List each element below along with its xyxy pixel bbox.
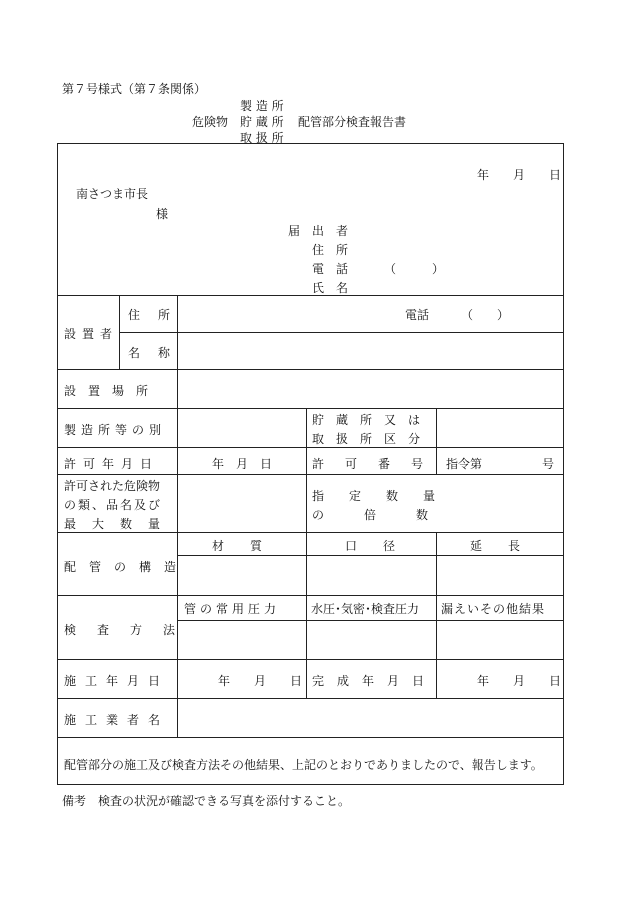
- applicant-phone-parens[interactable]: （ ）: [384, 262, 445, 276]
- leak-result-header: 漏えいその他結果: [441, 602, 546, 616]
- divider: [57, 659, 564, 660]
- pressure-header: 管の常用圧力: [184, 602, 281, 616]
- material-field[interactable]: [178, 556, 306, 595]
- facility-class-label: 製造所等の別: [64, 423, 167, 437]
- installer-address-field[interactable]: [178, 296, 564, 332]
- divider: [57, 447, 564, 448]
- form-number: 第７号様式（第７条関係）: [62, 82, 207, 96]
- inspection-method-label: 検査方法: [64, 623, 197, 637]
- construction-date-label: 施工年月日: [64, 674, 170, 688]
- addressee: 南さつま市長: [76, 187, 149, 201]
- length-header: 延長: [470, 539, 547, 553]
- piping-structure-label: 配管の構造: [64, 560, 190, 574]
- facility-type-handling: 取 扱 所: [240, 131, 284, 145]
- installer-phone-parens[interactable]: （ ）: [461, 308, 510, 322]
- report-statement: 配管部分の施工及び検査方法その他結果、上記のとおりでありましたので、報告します。: [64, 758, 543, 772]
- facility-division-label-1: 貯蔵所又は: [312, 413, 433, 427]
- facility-division-field[interactable]: [437, 409, 564, 447]
- divider: [57, 595, 564, 596]
- contractor-field[interactable]: [178, 699, 564, 737]
- hazard-label-1: 許可された危険物: [64, 479, 161, 493]
- permit-number-label: 許可番号: [312, 457, 445, 471]
- diameter-field[interactable]: [307, 556, 436, 595]
- installer-address-label: 住所: [128, 308, 189, 322]
- specified-multiple-field[interactable]: [437, 475, 564, 532]
- hazard-label-2: の類、品名及び: [64, 498, 163, 512]
- length-field[interactable]: [437, 556, 564, 595]
- divider: [57, 737, 564, 738]
- divider: [306, 408, 307, 474]
- location-field[interactable]: [178, 370, 564, 408]
- installer-name-field[interactable]: [178, 333, 564, 369]
- completion-date-label: 完成年月日: [312, 674, 438, 688]
- pressure-field[interactable]: [178, 621, 306, 659]
- installer-name-label: 名称: [128, 346, 189, 360]
- applicant-name-label: 氏 名: [312, 281, 349, 295]
- addressee-honorific: 様: [156, 207, 169, 221]
- installer-label: 設置者: [64, 327, 119, 341]
- installer-phone-label: 電話: [405, 308, 430, 322]
- hazard-field[interactable]: [178, 475, 306, 532]
- applicant-label: 届 出 者: [288, 224, 349, 238]
- completion-date-value[interactable]: 年 月 日: [477, 674, 562, 688]
- material-header: 材質: [212, 539, 289, 553]
- divider: [57, 532, 564, 533]
- applicant-address-label: 住 所: [312, 243, 349, 257]
- diameter-header: 口径: [345, 539, 422, 553]
- contractor-label: 施工業者名: [64, 713, 170, 727]
- remarks: 備考 検査の状況が確認できる写真を添付すること。: [62, 794, 351, 808]
- divider: [119, 295, 120, 369]
- facility-division-label-2: 取扱所区分: [312, 432, 433, 446]
- hazard-label-3: 最大数量: [64, 517, 177, 531]
- location-label: 設置場所: [64, 384, 161, 398]
- document-title: 配管部分検査報告書: [298, 115, 407, 129]
- leak-result-field[interactable]: [437, 621, 564, 659]
- construction-date-value[interactable]: 年 月 日: [218, 674, 303, 688]
- divider: [306, 659, 307, 698]
- test-pressure-header: 水圧･気密･検査圧力: [311, 602, 420, 616]
- permit-date-label: 許可年月日: [64, 457, 160, 471]
- applicant-phone-label: 電 話: [312, 262, 349, 276]
- specified-quantity-label-2: の倍数: [312, 508, 469, 522]
- specified-quantity-label-1: 指定数量: [312, 489, 461, 503]
- divider: [306, 474, 307, 532]
- test-pressure-field[interactable]: [307, 621, 436, 659]
- title-prefix: 危険物: [192, 115, 229, 129]
- facility-type-storage: 貯 蔵 所: [240, 115, 284, 129]
- notice-date[interactable]: 年 月 日: [477, 168, 562, 182]
- facility-type-manufacture: 製 造 所: [240, 99, 284, 113]
- permit-date-value[interactable]: 年 月 日: [212, 457, 273, 471]
- permit-number-prefix: 指令第: [446, 457, 483, 471]
- facility-class-field[interactable]: [178, 409, 306, 447]
- permit-number-suffix: 号: [542, 457, 555, 471]
